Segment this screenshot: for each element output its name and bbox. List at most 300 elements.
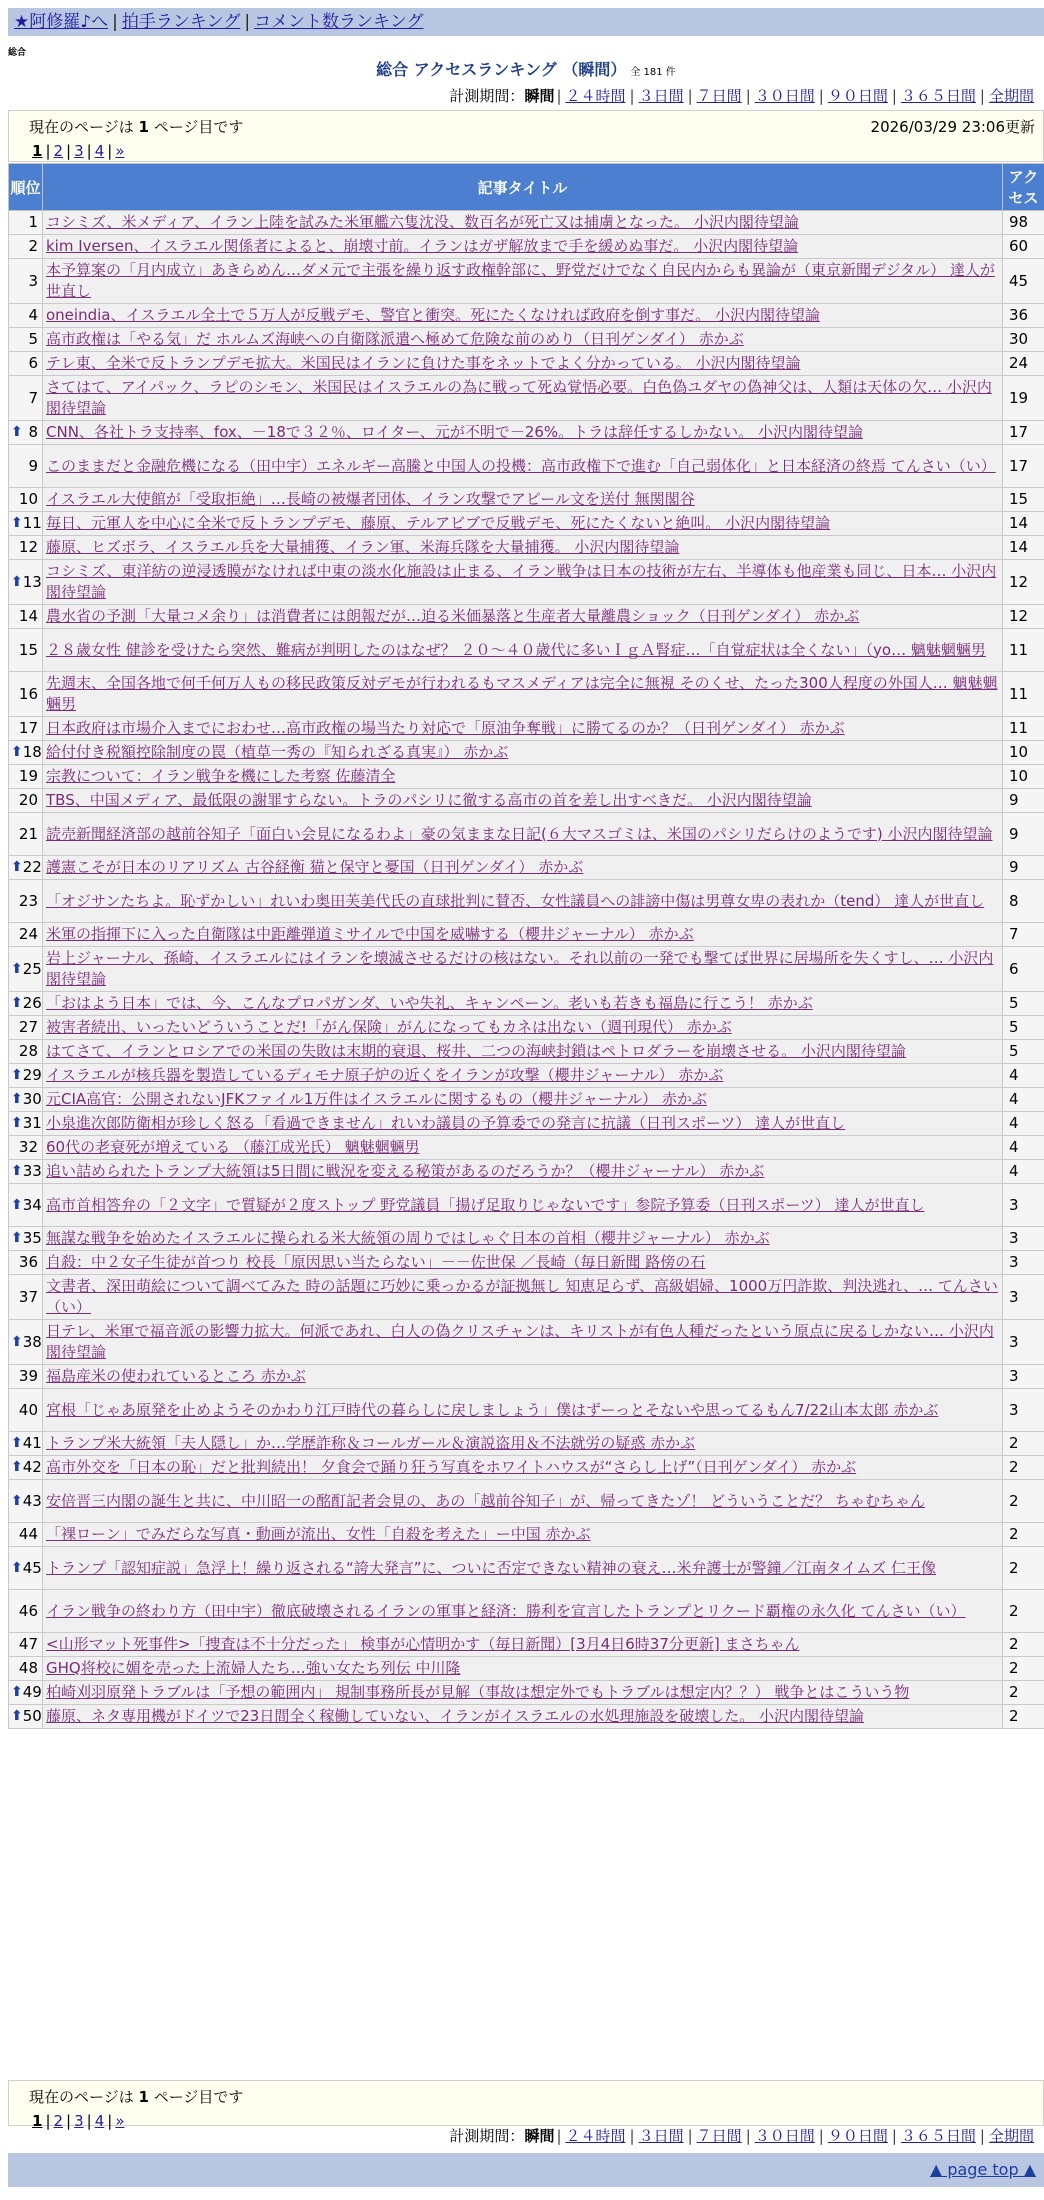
rank-number: 35 (22, 1229, 42, 1247)
period-separator: | (629, 87, 635, 105)
ranking-title: 総合 アクセスランキング （瞬間） (376, 60, 627, 79)
page-info-bottom (8, 2080, 1044, 2130)
rank-cell (9, 1705, 43, 1729)
home-link[interactable]: ★阿修羅♪へ (14, 12, 109, 32)
article-link[interactable]: 柏崎刈羽原発トラブルは「予想の範囲内」 規制事務所長が見解（事故は想定外でもトラブルは想定内？？） 戦争とはこういう物 (46, 1683, 910, 1701)
access-count: 3 (1003, 1251, 1044, 1275)
access-count: 5 (1003, 1040, 1044, 1064)
access-count: 30 (1003, 328, 1044, 352)
rank-cell (9, 1112, 43, 1136)
access-count: 3 (1003, 1227, 1044, 1251)
title-cell (43, 765, 1003, 789)
page-top-link[interactable]: ▲ page top ▲ (929, 2160, 1036, 2179)
period-link[interactable]: ３０日間 (754, 87, 815, 105)
rank-up-arrow-icon: ⬆ (11, 1708, 23, 1724)
title-cell (43, 1016, 1003, 1040)
article-link[interactable]: 「オジサンたちよ。恥ずかしい」れいわ奥田芙美代氏の直球批判に賛否、女性議員への誹謗中傷は男尊女卑の表れか（tend） 達人が世直し (46, 891, 985, 910)
period-selector-bottom (449, 2126, 1036, 2146)
period-separator: | (556, 2127, 562, 2145)
rank-cell (9, 813, 43, 856)
page-link[interactable]: 2 (53, 2112, 64, 2130)
article-link[interactable]: 「おはよう日本」では、今、こんなプロパガンダ、いや失礼、キャンペーン。老いも若きも福島に行こう！ 赤かぶ (46, 994, 813, 1012)
title-cell (43, 211, 1003, 235)
title-cell (43, 1251, 1003, 1275)
rank-up-arrow-icon: ⬆ (11, 1115, 23, 1131)
access-count: 6 (1003, 947, 1044, 992)
ranking-row (9, 1227, 1044, 1251)
article-link[interactable]: コシミズ、東洋紡の逆浸透膜がなければ中東の淡水化施設は止まる、イラン戦争は日本の技術が左右、半導体も他産業も同じ、日本… 小沢内閣待望論 (46, 562, 997, 601)
rank-number: 12 (18, 538, 38, 556)
access-count: 10 (1003, 765, 1044, 789)
rank-number: 11 (22, 514, 42, 532)
period-link[interactable]: ３６５日間 (900, 87, 976, 105)
rank-number: 30 (22, 1090, 42, 1108)
article-link[interactable]: 追い詰められたトランプ大統領は5日間に戦況を変える秘策があるのだろうか？（櫻井ジャーナル） 赤かぶ (46, 1162, 765, 1180)
title-cell (43, 1456, 1003, 1480)
rank-up-arrow-icon: ⬆ (11, 995, 23, 1011)
ranking-row (9, 1523, 1044, 1547)
ranking-row (9, 856, 1044, 880)
ranking-row (9, 1112, 1044, 1136)
rank-number: 18 (22, 743, 42, 761)
rank-up-arrow-icon: ⬆ (11, 573, 23, 590)
rank-cell (9, 880, 43, 923)
period-link[interactable]: ７日間 (696, 2127, 742, 2145)
access-count: 11 (1003, 629, 1044, 672)
rank-number: 7 (28, 388, 38, 407)
ranking-row (9, 1040, 1044, 1064)
rank-up-arrow-icon: ⬆ (11, 960, 23, 977)
ranking-row (9, 947, 1044, 992)
rank-cell (9, 304, 43, 328)
page-link[interactable]: 2 (53, 142, 64, 160)
access-count: 5 (1003, 992, 1044, 1016)
rank-number: 36 (18, 1253, 38, 1271)
title-cell (43, 560, 1003, 605)
article-link[interactable]: ２８歳女性 健診を受けたら突然、難病が判明したのはなぜ？ ２０～４０歳代に多いＩｇＡ腎症…「自覚症状は全くない」（yo… 魑魅魍魎男 (46, 640, 986, 659)
period-separator: | (687, 87, 693, 105)
period-separator: | (891, 87, 897, 105)
ranking-row (9, 765, 1044, 789)
article-link[interactable]: このままだと金融危機になる（田中宇）エネルギー高騰と中国人の投機：高市政権下で進む「自己弱体化」と日本経済の終焉 てんさい（い） (46, 456, 996, 475)
ranking-row (9, 235, 1044, 259)
ranking-row (9, 421, 1044, 445)
article-link[interactable]: kim Iversen、イスラエル関係者によると、崩壊寸前。イランはガザ解放まで手を緩めぬ事だ。 小沢内閣待望論 (46, 237, 799, 255)
article-link[interactable]: <山形マット死事件>「捜査は不十分だった」 検事が心情明かす（毎日新聞）[3月4日6時37分更新] まさちゃん (46, 1635, 800, 1653)
period-separator: | (745, 87, 751, 105)
ranking-row (9, 488, 1044, 512)
title-header: 記事タイトル (43, 164, 1003, 211)
rank-number: 28 (18, 1042, 38, 1060)
article-link[interactable]: 先週末、全国各地で何千何万人もの移民政策反対デモが行われるもマスメディアは完全に無視 そのくせ、たった300人程度の外国人… 魑魅魍魎男 (46, 674, 998, 713)
ranking-row (9, 304, 1044, 328)
ranking-row (9, 923, 1044, 947)
rank-cell (9, 1432, 43, 1456)
comment-ranking-link[interactable]: コメント数ランキング (254, 12, 424, 32)
page-link[interactable]: 1 (32, 2112, 43, 2130)
title-cell (43, 605, 1003, 629)
page-separator: | (107, 2112, 113, 2130)
page-separator: | (66, 2112, 72, 2130)
article-link[interactable]: 自殺：中２女子生徒が首つり 校長「原因思い当たらない」－－佐世保 ／長崎（毎日新聞 路傍の石 (46, 1253, 706, 1271)
rank-up-arrow-icon: ⬆ (11, 1196, 23, 1213)
period-separator: | (891, 2127, 897, 2145)
rank-cell (9, 1088, 43, 1112)
ranking-row (9, 880, 1044, 923)
article-link[interactable]: oneindia、イスラエル全土で５万人が反戦デモ、警官と衝突。死にたくなければ政府を倒す事だ。 小沢内閣待望論 (46, 306, 820, 324)
title-cell (43, 235, 1003, 259)
ranking-row (9, 717, 1044, 741)
article-link[interactable]: 日本政府は市場介入までにおわせ…高市政権の場当たり対応で「原油争奪戦」に勝てるのか？（日刊ゲンダイ） 赤かぶ (46, 719, 845, 737)
nav-separator: | (112, 12, 118, 32)
access-count: 11 (1003, 717, 1044, 741)
article-link[interactable]: さてはて、アイパック、ラピのシモン、米国民はイスラエルの為に戦って死ぬ覚悟必要。白色偽ユダヤの偽神父は、人類は天体の欠… 小沢内閣待望論 (46, 378, 992, 417)
rank-cell (9, 1480, 43, 1523)
title-cell (43, 1320, 1003, 1365)
title-cell (43, 1432, 1003, 1456)
article-link[interactable]: 60代の老衰死が増えている （藤江成光氏） 魑魅魍魎男 (46, 1138, 420, 1156)
rank-number: 24 (18, 925, 38, 943)
rank-up-arrow-icon: ⬆ (11, 1492, 23, 1509)
article-link[interactable]: 文書者、深田萌絵について調べてみた 時の話題に巧妙に乗っかるが証拠無し 知恵足らず、高級娼婦、1000万円詐欺、判決逃れ、… てんさい（い） (46, 1277, 998, 1316)
period-link[interactable]: ３６５日間 (900, 2127, 976, 2145)
ranking-row (9, 536, 1044, 560)
period-link[interactable]: ９０日間 (827, 87, 888, 105)
access-count: 12 (1003, 605, 1044, 629)
period-link[interactable]: ３０日間 (754, 2127, 815, 2145)
article-link[interactable]: TBS、中国メディア、最低限の謝罪すらない。トラのパシリに徹する高市の首を差し出すべきだ。 小沢内閣待望論 (46, 791, 812, 809)
access-count: 19 (1003, 376, 1044, 421)
rank-cell (9, 1275, 43, 1320)
rank-number: 45 (22, 1558, 42, 1577)
rank-number: 47 (18, 1635, 38, 1653)
rank-up-arrow-icon: ⬆ (11, 744, 23, 760)
title-cell (43, 1227, 1003, 1251)
ranking-row (9, 1251, 1044, 1275)
page-link[interactable]: 3 (74, 142, 84, 160)
rank-cell (9, 1251, 43, 1275)
period-link[interactable]: ３日間 (638, 2127, 684, 2145)
ranking-row (9, 1705, 1044, 1729)
rank-up-arrow-icon: ⬆ (11, 1091, 23, 1107)
rank-cell (9, 211, 43, 235)
current-page: 1 (138, 118, 149, 136)
ranking-row (9, 672, 1044, 717)
article-link[interactable]: 本予算案の「月内成立」あきらめん…ダメ元で主張を繰り返す政権幹部に、野党だけでなく自民内からも異論が（東京新聞デジタル） 達人が世直し (46, 261, 995, 300)
rank-number: 31 (22, 1114, 42, 1132)
article-link[interactable]: 日テレ、米軍で福音派の影響力拡大。何派であれ、白人の偽クリスチャンは、キリストが有色人種だったという原点に戻るしかない… 小沢内閣待望論 (46, 1322, 994, 1361)
rank-cell (9, 560, 43, 605)
rank-number: 41 (22, 1434, 42, 1452)
ranking-row (9, 1590, 1044, 1633)
rank-cell (9, 947, 43, 992)
title-cell (43, 672, 1003, 717)
title-cell (43, 923, 1003, 947)
rank-up-arrow-icon: ⬆ (11, 1435, 23, 1451)
article-link[interactable]: トランプ「認知症説」急浮上！繰り返される“誇大発言”に、ついに否定できない精神の衰え…米弁護士が警鐘／江南タイムズ 仁王像 (46, 1558, 937, 1577)
title-cell (43, 880, 1003, 923)
article-link[interactable]: 福島産米の使われているところ 赤かぶ (46, 1367, 306, 1385)
rank-number: 37 (18, 1287, 38, 1306)
title-cell (43, 947, 1003, 992)
access-count: 98 (1003, 211, 1044, 235)
ranking-row (9, 1480, 1044, 1523)
page-separator: | (45, 142, 51, 160)
rank-up-arrow-icon: ⬆ (11, 1559, 23, 1576)
period-link[interactable]: ７日間 (696, 87, 742, 105)
access-count: 4 (1003, 1160, 1044, 1184)
period-link[interactable]: 全期間 (988, 87, 1034, 105)
article-link[interactable]: 元CIA高官：公開されないJFKファイル1万件はイスラエルに関するもの（櫻井ジャーナル） 赤かぶ (46, 1090, 707, 1108)
access-count: 2 (1003, 1432, 1044, 1456)
page-link[interactable]: 4 (94, 2112, 105, 2130)
ranking-row (9, 992, 1044, 1016)
period-link[interactable]: ９０日間 (827, 2127, 888, 2145)
period-link[interactable]: 全期間 (988, 2127, 1034, 2145)
title-cell (43, 1160, 1003, 1184)
access-count: 24 (1003, 352, 1044, 376)
rank-up-arrow-icon: ⬆ (11, 1333, 23, 1350)
title-cell (43, 1657, 1003, 1681)
rank-up-arrow-icon: ⬆ (11, 1230, 23, 1246)
ranking-row (9, 1088, 1044, 1112)
page-link[interactable]: 3 (74, 2112, 84, 2130)
rank-cell (9, 1547, 43, 1590)
nav-separator: | (244, 12, 251, 32)
article-link[interactable]: イラン戦争の終わり方（田中宇）徹底破壊されるイランの軍事と経済：勝利を宣言したトランプとリクード覇権の永久化 てんさい（い） (46, 1601, 966, 1620)
rank-cell (9, 328, 43, 352)
rank-number: 34 (22, 1195, 42, 1214)
ranking-row (9, 1432, 1044, 1456)
ranking-row (9, 1547, 1044, 1590)
article-link[interactable]: CNN、各社トラ支持率、fox、－18で３２％、ロイター、元が不明で－26%。トラは辞任するしかない。 小沢内閣待望論 (46, 423, 863, 441)
rank-cell (9, 235, 43, 259)
page-info-top (8, 110, 1044, 162)
ranking-row (9, 352, 1044, 376)
rank-cell (9, 1227, 43, 1251)
access-count: 36 (1003, 304, 1044, 328)
page-link[interactable]: 1 (32, 142, 43, 160)
article-link[interactable]: 安倍晋三内閣の誕生と共に、中川昭一の酩酊記者会見の、あの「越前谷知子」が、帰ってきたゾ！ どういうことだ？ ちゃむちゃん (46, 1491, 925, 1510)
article-link[interactable]: 宮根「じゃあ原発を止めようそのかわり江戸時代の暮らしに戻しましょう」僕はずーっとそないや思ってるもん7/22山本太郎 赤かぶ (46, 1400, 939, 1419)
ranking-row (9, 1365, 1044, 1389)
rank-cell (9, 352, 43, 376)
ranking-row (9, 629, 1044, 672)
article-link[interactable]: テレ東、全米で反トランプデモ拡大。米国民はイランに負けた事をネットでよく分かっている。 小沢内閣待望論 (46, 354, 801, 372)
page-prefix: 現在のページは (29, 2088, 139, 2106)
period-separator: | (818, 87, 824, 105)
title-cell (43, 1275, 1003, 1320)
article-link[interactable]: 藤原、ネタ専用機がドイツで23日間全く稼働していない、イランがイスラエルの水処理施設を破壊した。 小沢内閣待望論 (46, 1707, 864, 1725)
article-link[interactable]: イスラエル大使館が「受取拒絶」…長崎の被爆者団体、イラン攻撃でアピール文を送付 無関閣谷 (46, 490, 695, 508)
access-count: 60 (1003, 235, 1044, 259)
rank-cell (9, 1365, 43, 1389)
title-cell (43, 1112, 1003, 1136)
access-count: 2 (1003, 1657, 1044, 1681)
clap-ranking-link[interactable]: 拍手ランキング (121, 12, 241, 32)
title-cell (43, 1365, 1003, 1389)
rank-number: 21 (18, 824, 38, 843)
access-count: 2 (1003, 1547, 1044, 1590)
article-link[interactable]: 無謀な戦争を始めたイスラエルに操られる米大統領の周りではしゃぐ日本の首相（櫻井ジャーナル） 赤かぶ (46, 1229, 770, 1247)
title-cell (43, 1547, 1003, 1590)
rank-number: 17 (18, 719, 38, 737)
period-separator: | (556, 87, 562, 105)
article-link[interactable]: 「裸ローン」でみだらな写真・動画が流出、女性「自殺を考えた」ー中国 赤かぶ (46, 1525, 591, 1543)
page-separator: | (45, 2112, 51, 2130)
article-link[interactable]: 農水省の予測「大量コメ余り」は消費者には朗報だが…迫る米価暴落と生産者大量離農ショック（日刊ゲンダイ） 赤かぶ (46, 607, 860, 625)
access-count: 9 (1003, 856, 1044, 880)
article-link[interactable]: 宗教について：イラン戦争を機にした考察 佐藤清全 (46, 767, 396, 785)
rank-number: 32 (18, 1138, 38, 1156)
title-cell (43, 536, 1003, 560)
pagination (29, 139, 1033, 163)
rank-number: 3 (28, 271, 38, 290)
title-cell (43, 445, 1003, 488)
title-cell (43, 813, 1003, 856)
access-count: 3 (1003, 1184, 1044, 1227)
page-separator: | (66, 142, 72, 160)
rank-cell (9, 717, 43, 741)
period-link[interactable]: ３日間 (638, 87, 684, 105)
period-separator: | (745, 2127, 751, 2145)
access-count: 2 (1003, 1523, 1044, 1547)
article-link[interactable]: 高市政権は「やる気」だ ホルムズ海峡への自衛隊派遣へ極めて危険な前のめり（日刊ゲンダイ） 赤かぶ (46, 330, 744, 348)
ranking-row (9, 445, 1044, 488)
article-link[interactable]: コシミズ、米メディア、イラン上陸を試みた米軍艦六隻沈没、数百名が死亡又は捕虜となった。 小沢内閣待望論 (46, 213, 799, 231)
page-suffix: ページ目です (148, 2088, 244, 2106)
article-link[interactable]: 高市首相答弁の「２文字」で質疑が２度ストップ 野党議員「揚げ足取りじゃないです」参院予算委（日刊スポーツ） 達人が世直し (46, 1195, 925, 1214)
page-separator: | (107, 142, 113, 160)
current-page: 1 (138, 2088, 149, 2106)
access-count: 3 (1003, 1275, 1044, 1320)
period-separator: | (629, 2127, 635, 2145)
updated-time: 2026/03/29 23:06更新 (870, 118, 1035, 136)
rank-number: 14 (18, 607, 38, 625)
rank-number: 33 (22, 1162, 42, 1180)
period-link[interactable]: ２４時間 (565, 87, 626, 105)
title-cell (43, 741, 1003, 765)
article-link[interactable]: イスラエルが核兵器を製造しているディモナ原子炉の近くをイランが攻撃（櫻井ジャーナル） 赤かぶ (46, 1066, 724, 1084)
rank-cell (9, 741, 43, 765)
ranking-row (9, 1184, 1044, 1227)
article-link[interactable]: トランプ米大統領「夫人隠し」か…学歴詐称＆コールガール＆演説盗用＆不法就労の疑惑 赤かぶ (46, 1434, 696, 1452)
rank-number: 6 (28, 354, 38, 372)
period-separator: | (979, 2127, 985, 2145)
rank-number: 1 (28, 213, 38, 231)
rank-number: 40 (18, 1400, 38, 1419)
rank-number: 43 (22, 1491, 42, 1510)
category-label: 総合 (8, 48, 27, 58)
rank-number: 25 (22, 959, 42, 978)
rank-number: 8 (28, 423, 38, 441)
article-link[interactable]: 小泉進次郎防衛相が珍しく怒る「看過できません」れいわ議員の予算委での発言に抗議（日刊スポーツ） 達人が世直し (46, 1114, 846, 1132)
rank-up-arrow-icon: ⬆ (11, 1067, 23, 1083)
article-link[interactable]: 読売新聞経済部の越前谷知子「面白い会見になるわよ」豪の気ままな日記(６大マスゴミは、米国のパシリだらけのようです) 小沢内閣待望論 (46, 824, 993, 843)
access-count: 2 (1003, 1681, 1044, 1705)
period-separator: | (818, 2127, 824, 2145)
article-link[interactable]: 毎日、元軍人を中心に全米で反トランプデモ、藤原、テルアビブで反戦デモ、死にたくないと絶叫。 小沢内閣待望論 (46, 514, 831, 532)
ranking-row (9, 1657, 1044, 1681)
rank-number: 50 (22, 1707, 42, 1725)
rank-number: 20 (18, 791, 38, 809)
access-count: 17 (1003, 445, 1044, 488)
rank-number: 13 (22, 572, 42, 591)
access-count: 3 (1003, 1389, 1044, 1432)
rank-number: 22 (22, 858, 42, 876)
title-cell (43, 856, 1003, 880)
next-page-link[interactable]: » (115, 142, 125, 160)
rank-cell (9, 1040, 43, 1064)
ranking-row (9, 1633, 1044, 1657)
title-cell (43, 1064, 1003, 1088)
article-link[interactable]: 岩上ジャーナル、孫崎、イスラエルにはイランを壊滅させるだけの核はない。それ以前の一発でも撃てば世界に居場所を失くすし、… 小沢内閣待望論 (46, 949, 994, 988)
period-link[interactable]: ２４時間 (565, 2127, 626, 2145)
rank-number: 23 (18, 891, 38, 910)
article-link[interactable]: 護憲こそが日本のリアリズム 古谷経衡 猫と保守と憂国（日刊ゲンダイ） 赤かぶ (46, 858, 584, 876)
rank-cell (9, 1456, 43, 1480)
period-separator: | (687, 2127, 693, 2145)
access-count: 4 (1003, 1088, 1044, 1112)
article-link[interactable]: 高市外交を「日本の恥」だと批判続出！ 夕食会で踊り狂う写真をホワイトハウスが“さらし上げ”（日刊ゲンダイ） 赤かぶ (46, 1458, 857, 1476)
access-count: 2 (1003, 1633, 1044, 1657)
title-cell (43, 1088, 1003, 1112)
article-link[interactable]: はてさて、イランとロシアでの米国の失敗は末期的衰退、桜井、二つの海峡封鎖はペトロダラーを崩壊させる。 小沢内閣待望論 (46, 1042, 906, 1060)
title-cell (43, 259, 1003, 304)
period-selector-top (449, 86, 1036, 106)
ranking-row (9, 328, 1044, 352)
rank-cell (9, 1184, 43, 1227)
access-count: 15 (1003, 488, 1044, 512)
access-count: 4 (1003, 1064, 1044, 1088)
article-link[interactable]: 藤原、ヒズボラ、イスラエル兵を大量捕獲、イラン軍、米海兵隊を大量捕獲。 小沢内閣待望論 (46, 538, 680, 556)
article-link[interactable]: GHQ将校に媚を売った上流婦人たち…強い女たち列伝 中川隆 (46, 1659, 461, 1677)
article-link[interactable]: 米軍の指揮下に入った自衛隊は中距離弾道ミサイルで中国を威嚇する（櫻井ジャーナル） 赤かぶ (46, 925, 694, 943)
rank-number: 42 (22, 1458, 42, 1476)
access-count: 45 (1003, 259, 1044, 304)
ranking-table (8, 163, 1044, 1729)
article-link[interactable]: 被害者続出、いったいどういうことだ!「がん保険」がんになってもカネは出ない（週刊現代） 赤かぶ (46, 1018, 732, 1036)
access-count: 3 (1003, 1320, 1044, 1365)
title-cell (43, 352, 1003, 376)
rank-up-arrow-icon: ⬆ (11, 424, 23, 440)
ranking-row (9, 741, 1044, 765)
rank-cell (9, 1681, 43, 1705)
access-count: 4 (1003, 1136, 1044, 1160)
top-nav-bar (8, 8, 1044, 36)
rank-cell (9, 1590, 43, 1633)
title-cell (43, 1136, 1003, 1160)
page-link[interactable]: 4 (94, 142, 105, 160)
rank-cell (9, 1160, 43, 1184)
next-page-link[interactable]: » (115, 2112, 125, 2130)
rank-cell (9, 1633, 43, 1657)
rank-cell (9, 765, 43, 789)
title-cell (43, 512, 1003, 536)
ranking-row (9, 1275, 1044, 1320)
rank-number: 9 (28, 456, 38, 475)
article-link[interactable]: 給付付き税額控除制度の罠（植草一秀の『知られざる真実』） 赤かぶ (46, 743, 509, 761)
rank-cell (9, 1657, 43, 1681)
title-cell (43, 1389, 1003, 1432)
access-header: アクセス (1003, 164, 1044, 211)
page-separator: | (86, 2112, 92, 2130)
rank-up-arrow-icon: ⬆ (11, 515, 23, 531)
ranking-row (9, 512, 1044, 536)
rank-number: 29 (22, 1066, 42, 1084)
title-cell (43, 421, 1003, 445)
title-cell (43, 789, 1003, 813)
